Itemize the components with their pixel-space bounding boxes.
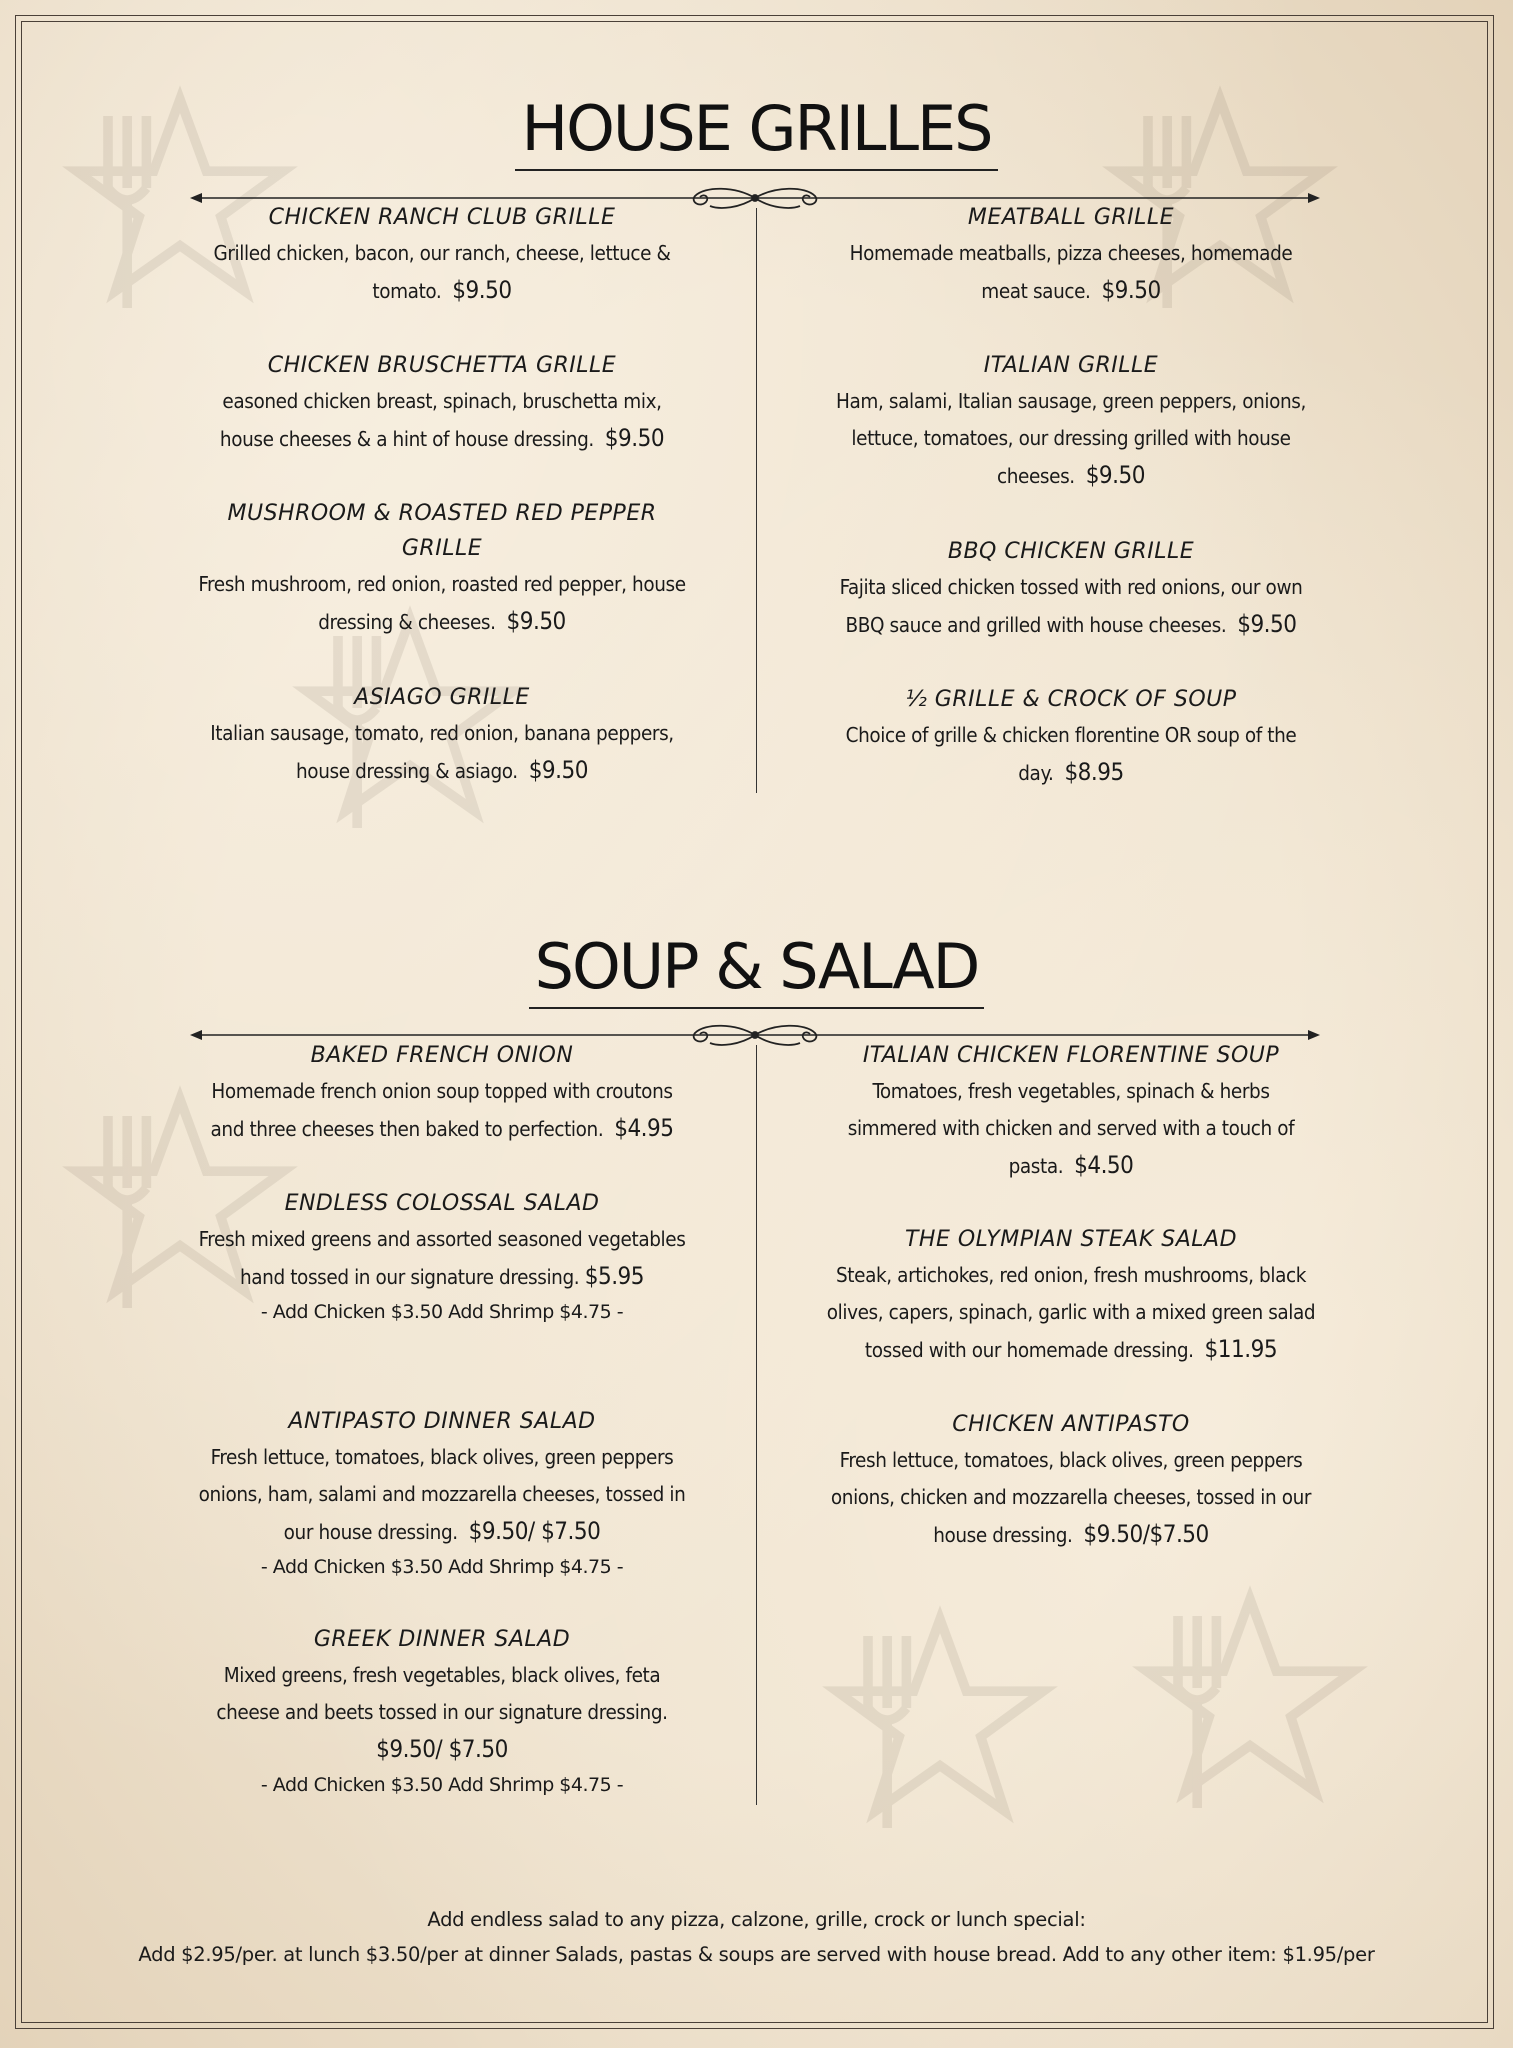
section-title-text: HOUSE GRILLES <box>515 92 997 171</box>
item-name: ½ GRILLE & CROCK OF SOUP <box>905 687 1237 712</box>
menu-item <box>826 1222 1316 1369</box>
item-description: Homemade meatballs, pizza cheeses, homemade meat sauce. $9.50 <box>849 241 1293 304</box>
item-price: $9.50/$7.50 <box>1083 1520 1209 1548</box>
menu-item <box>197 496 687 641</box>
item-price: $9.50 <box>452 276 512 304</box>
item-addon: - Add Chicken $3.50 Add Shrimp $4.75 - <box>260 1556 624 1578</box>
column-divider-line <box>756 208 757 793</box>
column-divider-line <box>756 1045 757 1805</box>
menu-item <box>197 1622 687 1801</box>
item-addon: - Add Chicken $3.50 Add Shrimp $4.75 - <box>260 1301 624 1323</box>
item-description: Fresh mixed greens and assorted seasoned vegetables hand tossed in our signature dressing. $5.95 <box>198 1227 686 1290</box>
menu-item <box>826 534 1316 644</box>
menu-item <box>197 200 687 310</box>
item-description: Tomatoes, fresh vegetables, spinach & herbs simmered with chicken and served with a touch of pasta. $4.50 <box>847 1079 1295 1179</box>
item-price: $9.50 <box>604 424 665 452</box>
menu-item <box>197 1186 687 1328</box>
menu-item <box>826 682 1316 792</box>
item-name: ITALIAN GRILLE <box>983 353 1159 378</box>
item-description: Fajita sliced chicken tossed with red onions, our own BBQ sauce and grilled with house cheeses. $9.50 <box>839 575 1303 638</box>
item-addon: - Add Chicken $3.50 Add Shrimp $4.75 - <box>260 1774 624 1796</box>
item-name: GREEK DINNER SALAD <box>313 1627 571 1652</box>
item-price: $9.50 <box>1101 276 1161 304</box>
menu-item <box>197 1404 687 1583</box>
item-description: Ham, salami, Italian sausage, green peppers, onions, lettuce, tomatoes, our dressing grilled with house cheeses. $9.50 <box>836 389 1306 489</box>
menu-item <box>826 1038 1316 1185</box>
item-price: $9.50 <box>506 607 566 635</box>
item-name: BBQ CHICKEN GRILLE <box>947 539 1195 564</box>
item-name: CHICKEN BRUSCHETTA GRILLE <box>267 353 617 378</box>
menu-item <box>826 348 1316 495</box>
footer-line-2: Add $2.95/per. at lunch $3.50/per at dinner Salads, pastas & soups are served with house bread. Add to any other item: $1.95/per <box>138 1943 1375 1966</box>
item-name: ANTIPASTO DINNER SALAD <box>288 1409 596 1434</box>
item-name: ASIAGO GRILLE <box>354 685 530 710</box>
item-description: Fresh mushroom, red onion, roasted red pepper, house dressing & cheeses. $9.50 <box>198 572 686 635</box>
item-name: ITALIAN CHICKEN FLORENTINE SOUP <box>862 1043 1280 1068</box>
menu-item <box>826 200 1316 310</box>
menu-item <box>197 348 687 458</box>
section-title-text: SOUP & SALAD <box>529 930 985 1009</box>
menu-item <box>197 680 687 790</box>
item-description: Italian sausage, tomato, red onion, banana peppers, house dressing & asiago. $9.50 <box>210 721 674 784</box>
item-name: THE OLYMPIAN STEAK SALAD <box>904 1227 1238 1252</box>
item-description: Steak, artichokes, red onion, fresh mushrooms, black olives, capers, spinach, garlic with a mixed green salad tossed with our homemade dressing. $11.95 <box>826 1263 1316 1363</box>
item-price: $9.50 <box>1085 461 1145 489</box>
footer-line-1: Add endless salad to any pizza, calzone, grille, crock or lunch special: <box>427 1908 1086 1931</box>
menu-item <box>826 1407 1316 1554</box>
item-description: Fresh lettuce, tomatoes, black olives, green peppers onions, chicken and mozzarella cheeses, tossed in our house dressing. $9.50/$7.50 <box>830 1448 1312 1548</box>
item-description: Choice of grille & chicken florentine OR soup of the day. $8.95 <box>845 723 1297 786</box>
item-price: $4.50 <box>1074 1151 1134 1179</box>
section-title-soup-salad <box>0 930 1513 1009</box>
menu-item <box>197 1038 687 1148</box>
item-name: BAKED FRENCH ONION <box>310 1043 574 1068</box>
item-name: MUSHROOM & ROASTED RED PEPPER GRILLE <box>227 501 657 561</box>
item-description: easoned chicken breast, spinach, bruschetta mix, house cheeses & a hint of house dressing. $9.50 <box>219 389 665 452</box>
item-name: CHICKEN RANCH CLUB GRILLE <box>268 205 616 230</box>
item-price: $9.50/ $7.50 <box>468 1517 601 1545</box>
item-price: $8.95 <box>1064 758 1124 786</box>
item-name: ENDLESS COLOSSAL SALAD <box>284 1191 600 1216</box>
item-description: Grilled chicken, bacon, our ranch, cheese, lettuce & tomato. $9.50 <box>213 241 671 304</box>
item-name: CHICKEN ANTIPASTO <box>952 1412 1190 1437</box>
item-price: $9.50 <box>528 756 588 784</box>
item-price: $9.50/ $7.50 <box>376 1735 508 1763</box>
item-price: $5.95 <box>584 1262 645 1290</box>
item-price: $9.50 <box>1237 610 1297 638</box>
item-description: Homemade french onion soup topped with croutons and three cheeses then baked to perfection. $4.95 <box>210 1079 674 1142</box>
item-description: Fresh lettuce, tomatoes, black olives, green peppers onions, ham, salami and mozzarella cheeses, tossed in our house dressing. $9.50/ $7.50 <box>198 1445 686 1545</box>
section-title-house-grilles <box>0 92 1513 171</box>
item-name: MEATBALL GRILLE <box>967 205 1175 230</box>
item-price: $11.95 <box>1204 1335 1278 1363</box>
footer-note <box>0 1902 1513 1972</box>
item-price: $4.95 <box>614 1114 674 1142</box>
item-description: Mixed greens, fresh vegetables, black olives, feta cheese and beets tossed in our signature dressing. $9.50/ $7.50 <box>216 1663 668 1763</box>
